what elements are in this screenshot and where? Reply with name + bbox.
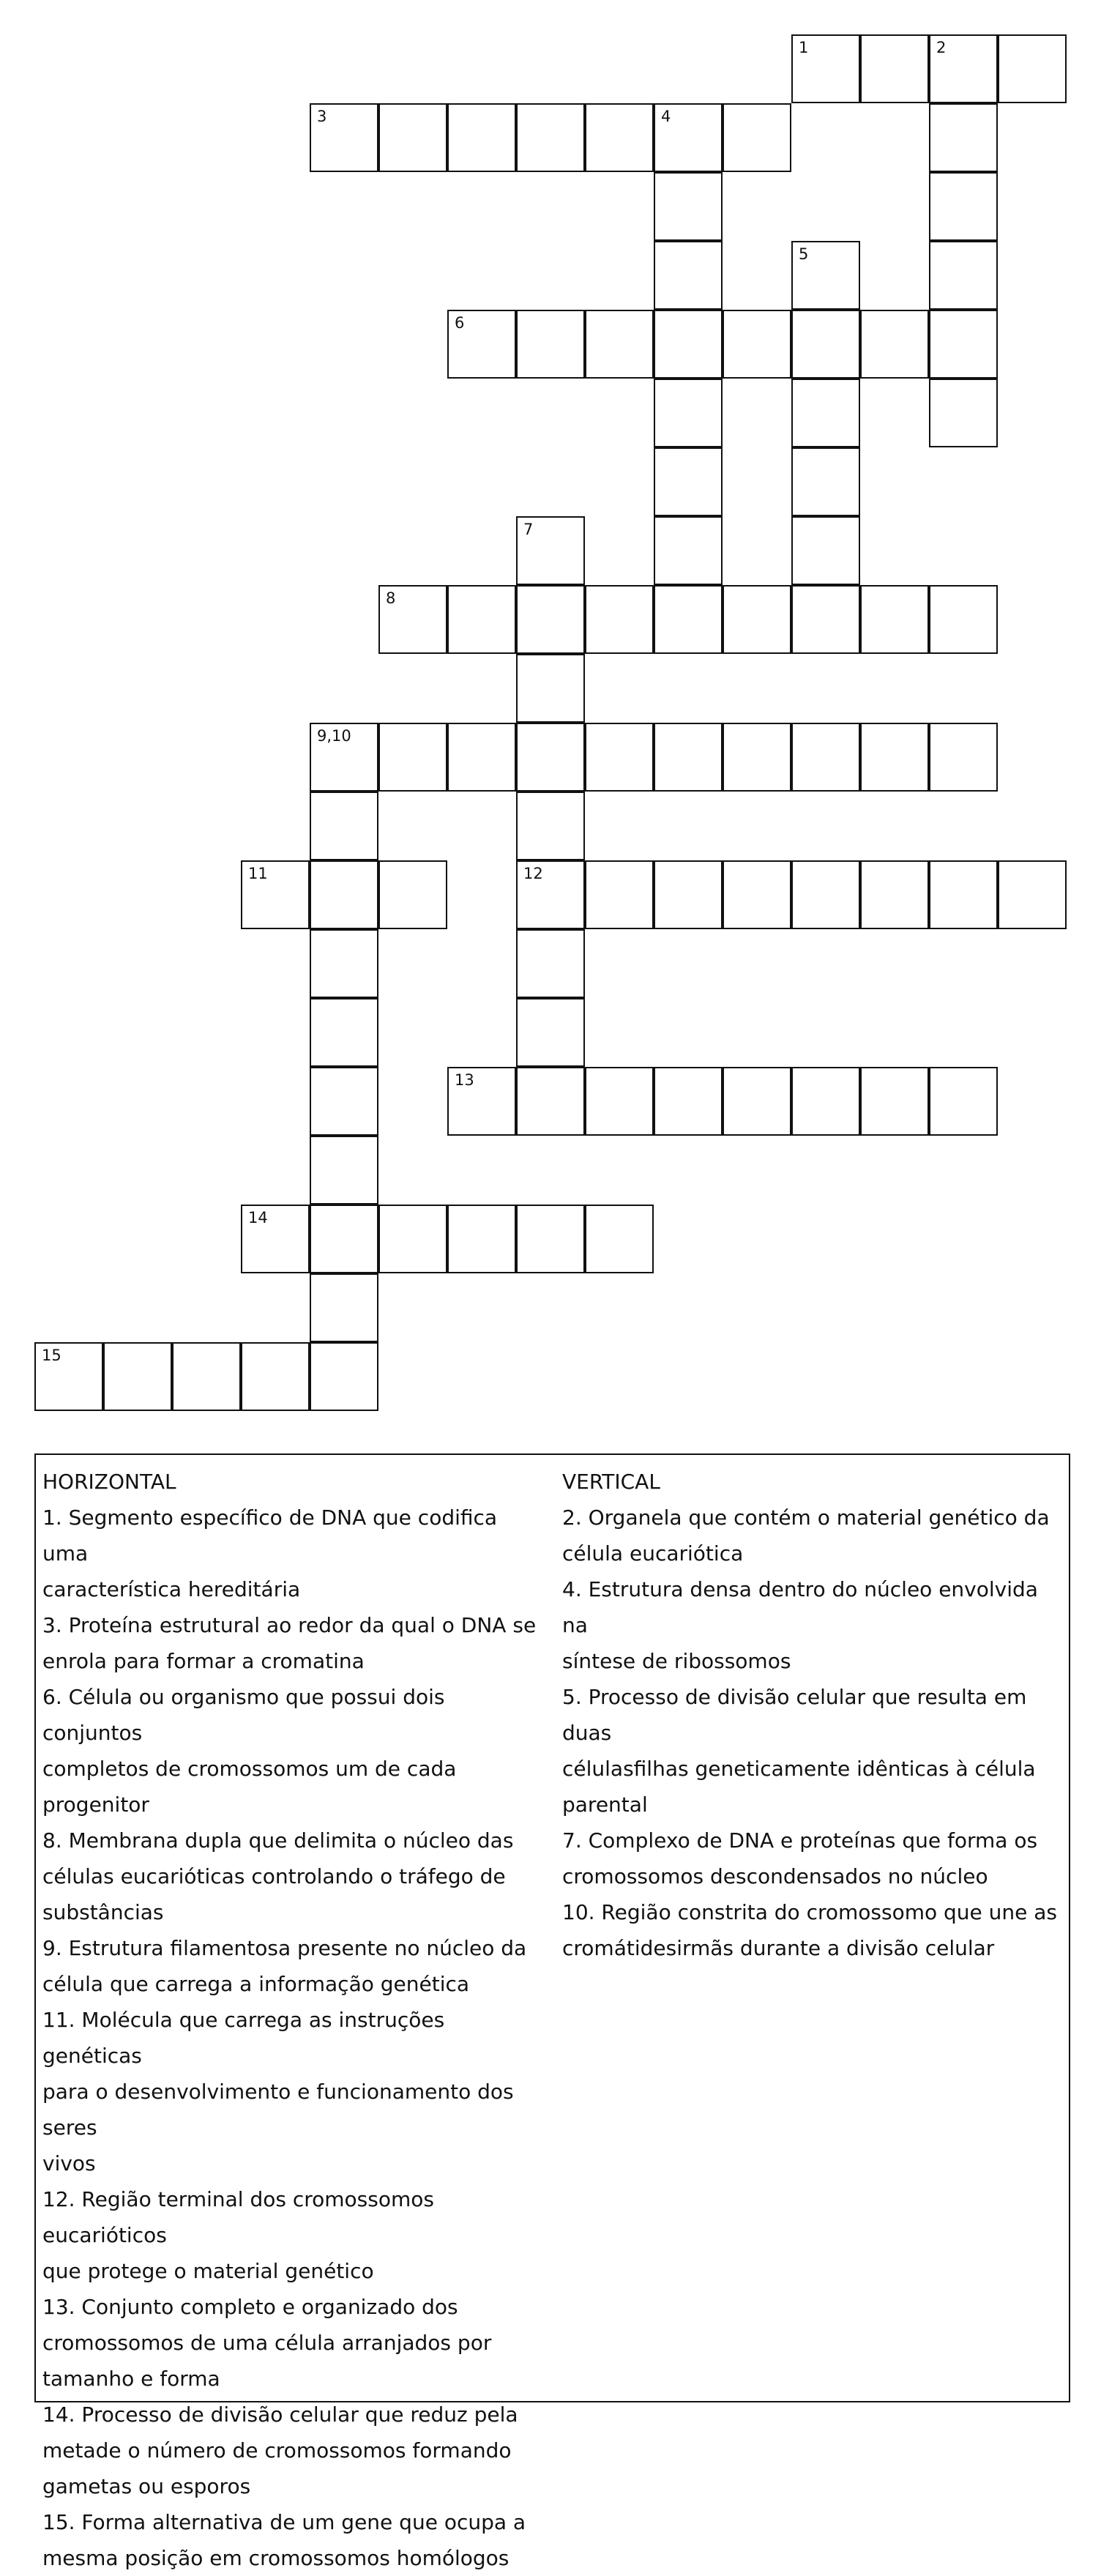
grid-cell[interactable] bbox=[654, 516, 723, 585]
grid-cell[interactable] bbox=[791, 1067, 860, 1136]
vertical-clue-line: 2. Organela que contém o material genético da bbox=[562, 1505, 1050, 1530]
horizontal-clue-line: vivos bbox=[42, 2151, 96, 2175]
grid-cell[interactable] bbox=[860, 310, 929, 379]
horizontal-clue-line: 1. Segmento específico de DNA que codifica uma bbox=[42, 1505, 498, 1566]
grid-cell[interactable] bbox=[723, 103, 791, 172]
grid-cell[interactable] bbox=[447, 723, 516, 792]
grid-cell[interactable] bbox=[516, 585, 585, 654]
horizontal-clue-line: completos de cromossomos um de cada progenitor bbox=[42, 1757, 457, 1817]
grid-cell[interactable] bbox=[310, 723, 378, 792]
horizontal-clue-line: 8. Membrana dupla que delimita o núcleo das bbox=[42, 1828, 514, 1853]
grid-cell[interactable] bbox=[447, 1067, 516, 1136]
grid-cell[interactable] bbox=[860, 34, 929, 103]
clue-number: 2 bbox=[936, 39, 947, 56]
vertical-clue-list bbox=[562, 1500, 1067, 1966]
grid-cell[interactable] bbox=[791, 34, 860, 103]
grid-cell[interactable] bbox=[654, 585, 723, 654]
vertical-clue-line: síntese de ribossomos bbox=[562, 1649, 791, 1673]
horizontal-clue-line: células eucarióticas controlando o tráfego de bbox=[42, 1864, 506, 1888]
vertical-clue-line: 7. Complexo de DNA e proteínas que forma os bbox=[562, 1828, 1038, 1853]
grid-cell[interactable] bbox=[860, 860, 929, 929]
vertical-clue-line: parental bbox=[562, 1793, 648, 1817]
horizontal-clue-line: 15. Forma alternativa de um gene que ocupa a bbox=[42, 2510, 526, 2534]
clue-number: 13 bbox=[455, 1071, 474, 1089]
grid-cell[interactable] bbox=[516, 998, 585, 1067]
grid-cell[interactable] bbox=[310, 1067, 378, 1136]
horizontal-clue-line: para o desenvolvimento e funcionamento dos seres bbox=[42, 2080, 514, 2140]
grid-cell[interactable] bbox=[998, 34, 1067, 103]
horizontal-clue-line: gametas ou esporos bbox=[42, 2474, 251, 2498]
grid-cell[interactable] bbox=[791, 379, 860, 447]
vertical-clue-line: 4. Estrutura densa dentro do núcleo envolvida na bbox=[562, 1577, 1038, 1637]
grid-cell[interactable] bbox=[929, 310, 998, 379]
vertical-clue-line: cromátidesirmãs durante a divisão celular bbox=[562, 1936, 995, 1960]
horizontal-clues bbox=[42, 1464, 548, 2576]
grid-cell[interactable] bbox=[791, 447, 860, 516]
horizontal-clue-line: que protege o material genético bbox=[42, 2259, 374, 2283]
grid-cell[interactable] bbox=[929, 379, 998, 447]
grid-cell[interactable] bbox=[654, 241, 723, 310]
vertical-clue-line: célulasfilhas geneticamente idênticas à célula bbox=[562, 1757, 1036, 1781]
grid-cell[interactable] bbox=[929, 34, 998, 103]
clue-number: 9,10 bbox=[317, 727, 351, 745]
grid-cell[interactable] bbox=[585, 585, 654, 654]
grid-cell[interactable] bbox=[172, 1342, 241, 1411]
grid-cell[interactable] bbox=[929, 241, 998, 310]
grid-cell[interactable] bbox=[791, 585, 860, 654]
grid-cell[interactable] bbox=[654, 447, 723, 516]
grid-cell[interactable] bbox=[723, 310, 791, 379]
horizontal-clue-line: 9. Estrutura filamentosa presente no núcleo da bbox=[42, 1936, 527, 1960]
grid-cell[interactable] bbox=[654, 1067, 723, 1136]
grid-cell[interactable] bbox=[447, 310, 516, 379]
grid-cell[interactable] bbox=[310, 929, 378, 998]
grid-cell[interactable] bbox=[516, 929, 585, 998]
clue-number: 11 bbox=[248, 865, 268, 882]
grid-cell[interactable] bbox=[585, 723, 654, 792]
grid-cell[interactable] bbox=[516, 310, 585, 379]
grid-cell[interactable] bbox=[378, 1205, 447, 1273]
vertical-clues bbox=[562, 1464, 1067, 1966]
clue-number: 5 bbox=[799, 245, 809, 263]
grid-cell[interactable] bbox=[516, 516, 585, 585]
grid-cell[interactable] bbox=[929, 103, 998, 172]
grid-cell[interactable] bbox=[447, 103, 516, 172]
grid-cell[interactable] bbox=[103, 1342, 172, 1411]
horizontal-clue-line: 12. Região terminal dos cromossomos eucarióticos bbox=[42, 2187, 434, 2247]
grid-cell[interactable] bbox=[447, 1205, 516, 1273]
grid-cell[interactable] bbox=[241, 1205, 310, 1273]
grid-cell[interactable] bbox=[585, 310, 654, 379]
grid-cell[interactable] bbox=[791, 860, 860, 929]
grid-cell[interactable] bbox=[310, 1342, 378, 1411]
grid-cell[interactable] bbox=[929, 860, 998, 929]
horizontal-clue-line: metade o número de cromossomos formando bbox=[42, 2438, 512, 2463]
grid-cell[interactable] bbox=[723, 1067, 791, 1136]
grid-cell[interactable] bbox=[378, 585, 447, 654]
horizontal-clue-line: célula que carrega a informação genética bbox=[42, 1972, 470, 1996]
horizontal-clue-line: 3. Proteína estrutural ao redor da qual o DNA se bbox=[42, 1613, 537, 1637]
grid-cell[interactable] bbox=[791, 516, 860, 585]
clues-box bbox=[34, 1453, 1070, 2570]
grid-cell[interactable] bbox=[654, 379, 723, 447]
grid-cell[interactable] bbox=[654, 860, 723, 929]
grid-cell[interactable] bbox=[310, 1273, 378, 1342]
grid-cell[interactable] bbox=[585, 103, 654, 172]
grid-cell[interactable] bbox=[585, 860, 654, 929]
vertical-clue-line: célula eucariótica bbox=[562, 1541, 744, 1566]
vertical-heading: VERTICAL bbox=[562, 1470, 660, 1494]
grid-cell[interactable] bbox=[516, 792, 585, 860]
grid-cell[interactable] bbox=[447, 585, 516, 654]
grid-cell[interactable] bbox=[516, 103, 585, 172]
horizontal-clue-line: característica hereditária bbox=[42, 1577, 301, 1601]
grid-cell[interactable] bbox=[654, 172, 723, 241]
grid-cell[interactable] bbox=[378, 723, 447, 792]
clue-number: 6 bbox=[455, 314, 465, 332]
grid-cell[interactable] bbox=[860, 723, 929, 792]
grid-cell[interactable] bbox=[516, 860, 585, 929]
vertical-clue-line: 5. Processo de divisão celular que resulta em duas bbox=[562, 1685, 1027, 1745]
grid-cell[interactable] bbox=[34, 1342, 103, 1411]
clue-number: 8 bbox=[386, 589, 396, 607]
grid-cell[interactable] bbox=[585, 1067, 654, 1136]
horizontal-clue-line: substâncias bbox=[42, 1900, 164, 1924]
grid-cell[interactable] bbox=[723, 860, 791, 929]
grid-cell[interactable] bbox=[791, 241, 860, 310]
horizontal-clue-line: 11. Molécula que carrega as instruções genéticas bbox=[42, 2008, 445, 2068]
clue-number: 12 bbox=[523, 865, 543, 882]
grid-cell[interactable] bbox=[310, 998, 378, 1067]
grid-cell[interactable] bbox=[723, 585, 791, 654]
clue-number: 7 bbox=[523, 521, 534, 538]
grid-cell[interactable] bbox=[516, 654, 585, 723]
grid-cell[interactable] bbox=[516, 723, 585, 792]
clue-number: 14 bbox=[248, 1209, 268, 1226]
horizontal-heading: HORIZONTAL bbox=[42, 1470, 176, 1494]
grid-cell[interactable] bbox=[998, 860, 1067, 929]
horizontal-clue-line: tamanho e forma bbox=[42, 2367, 220, 2391]
grid-cell[interactable] bbox=[241, 1342, 310, 1411]
grid-cell[interactable] bbox=[860, 585, 929, 654]
clue-number: 1 bbox=[799, 39, 809, 56]
vertical-clue-line: cromossomos descondensados no núcleo bbox=[562, 1864, 988, 1888]
horizontal-clue-line: 13. Conjunto completo e organizado dos bbox=[42, 2295, 458, 2319]
grid-cell[interactable] bbox=[791, 723, 860, 792]
grid-cell[interactable] bbox=[516, 1205, 585, 1273]
horizontal-clue-line: 14. Processo de divisão celular que reduz pela bbox=[42, 2402, 518, 2427]
grid-cell[interactable] bbox=[378, 103, 447, 172]
grid-cell[interactable] bbox=[929, 585, 998, 654]
grid-cell[interactable] bbox=[791, 310, 860, 379]
horizontal-clue-line: 6. Célula ou organismo que possui dois conjuntos bbox=[42, 1685, 445, 1745]
grid-cell[interactable] bbox=[516, 1067, 585, 1136]
grid-cell[interactable] bbox=[860, 1067, 929, 1136]
grid-cell[interactable] bbox=[378, 860, 447, 929]
clue-number: 3 bbox=[317, 108, 327, 125]
grid-cell[interactable] bbox=[929, 172, 998, 241]
clue-number: 15 bbox=[42, 1347, 61, 1364]
grid-cell[interactable] bbox=[654, 723, 723, 792]
grid-cell[interactable] bbox=[654, 310, 723, 379]
grid-cell[interactable] bbox=[310, 1205, 378, 1273]
horizontal-clue-list bbox=[42, 1500, 548, 2576]
grid-cell[interactable] bbox=[723, 723, 791, 792]
grid-cell[interactable] bbox=[310, 1136, 378, 1205]
grid-cell[interactable] bbox=[241, 860, 310, 929]
vertical-clue-line: 10. Região constrita do cromossomo que une as bbox=[562, 1900, 1058, 1924]
grid-cell[interactable] bbox=[654, 103, 723, 172]
grid-cell[interactable] bbox=[310, 860, 378, 929]
grid-cell[interactable] bbox=[310, 792, 378, 860]
horizontal-clue-line: mesma posição em cromossomos homólogos bbox=[42, 2546, 510, 2570]
clue-number: 4 bbox=[661, 108, 671, 125]
grid-cell[interactable] bbox=[929, 1067, 998, 1136]
grid-cell[interactable] bbox=[310, 103, 378, 172]
grid-cell[interactable] bbox=[585, 1205, 654, 1273]
grid-cell[interactable] bbox=[929, 723, 998, 792]
horizontal-clue-line: cromossomos de uma célula arranjados por bbox=[42, 2331, 492, 2355]
horizontal-clue-line: enrola para formar a cromatina bbox=[42, 1649, 365, 1673]
